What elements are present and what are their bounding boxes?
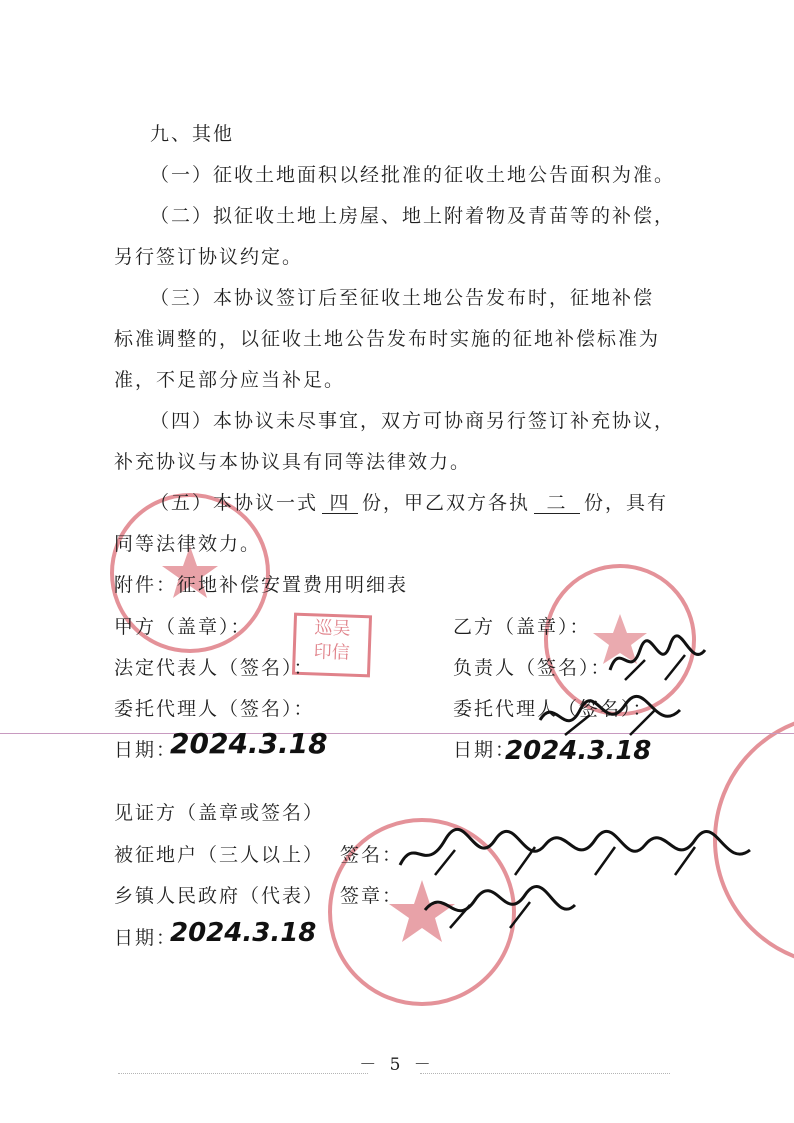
- footer-dotted-rule-right: [420, 1073, 670, 1074]
- para-2-line-1: （二）拟征收土地上房屋、地上附着物及青苗等的补偿，: [150, 205, 676, 227]
- para-1: （一）征收土地面积以经批准的征收土地公告面积为准。: [150, 164, 676, 186]
- para-2-line-2: 另行签订协议约定。: [114, 246, 304, 268]
- page-number: － 5 －: [359, 1055, 435, 1075]
- para-5-text-a: （五）本协议一式: [150, 492, 319, 514]
- copies-total-field: 四: [322, 494, 358, 514]
- para-5-line-1: [150, 494, 668, 514]
- gov-seal-label: 签章：: [340, 885, 404, 907]
- footer-dotted-rule-left: [118, 1073, 368, 1074]
- para-4-line-1: （四）本协议未尽事宜，双方可协商另行签订补充协议，: [150, 410, 676, 432]
- party-a-label: 甲方（盖章）：: [114, 616, 252, 638]
- households-sign-label: 签名：: [340, 844, 404, 866]
- party-b-date-value: 2024.3.18: [505, 736, 652, 766]
- households-signatures: [395, 825, 755, 885]
- para-3-line-3: 准，不足部分应当补足。: [114, 369, 346, 391]
- witness-label: 见证方（盖章或签名）: [114, 802, 325, 824]
- party-b-rep-label: 负责人（签名）：: [453, 657, 612, 679]
- witness-date-label: 日期：: [114, 927, 178, 949]
- party-a-date-value: 2024.3.18: [170, 727, 328, 760]
- gov-representative-signature: [420, 880, 580, 935]
- households-label: 被征地户（三人以上）: [114, 844, 325, 866]
- party-b-date-label: 日期：: [453, 739, 517, 761]
- section-title: 九、其他: [150, 123, 235, 145]
- para-5-text-c: 份，具有: [584, 492, 669, 514]
- attachment-line: 附件：征地补偿安置费用明细表: [114, 574, 409, 596]
- party-b-label: 乙方（盖章）：: [453, 616, 591, 638]
- party-a-rep-label: 法定代表人（签名）：: [114, 657, 315, 679]
- para-5-line-2: 同等法律效力。: [114, 533, 262, 555]
- square-name-seal: 巡吴 印信: [292, 613, 372, 678]
- para-3-line-2: 标准调整的，以征收土地公告发布时实施的征地补偿标准为: [114, 328, 661, 350]
- copies-each-field: 二: [534, 494, 580, 514]
- witness-date-value: 2024.3.18: [170, 918, 317, 948]
- party-b-agent-signature: [535, 690, 685, 745]
- party-b-agent-label: 委托代理人（签名）：: [453, 698, 654, 720]
- party-a-agent-label: 委托代理人（签名）：: [114, 698, 315, 720]
- para-4-line-2: 补充协议与本协议具有同等法律效力。: [114, 451, 472, 473]
- party-b-representative-signature: [605, 630, 715, 690]
- para-3-line-1: （三）本协议签订后至征收土地公告发布时，征地补偿: [150, 287, 655, 309]
- para-5-text-b: 份，甲乙双方各执: [362, 492, 531, 514]
- party-a-date-label: 日期：: [114, 739, 178, 761]
- gov-label: 乡镇人民政府（代表）: [114, 885, 325, 907]
